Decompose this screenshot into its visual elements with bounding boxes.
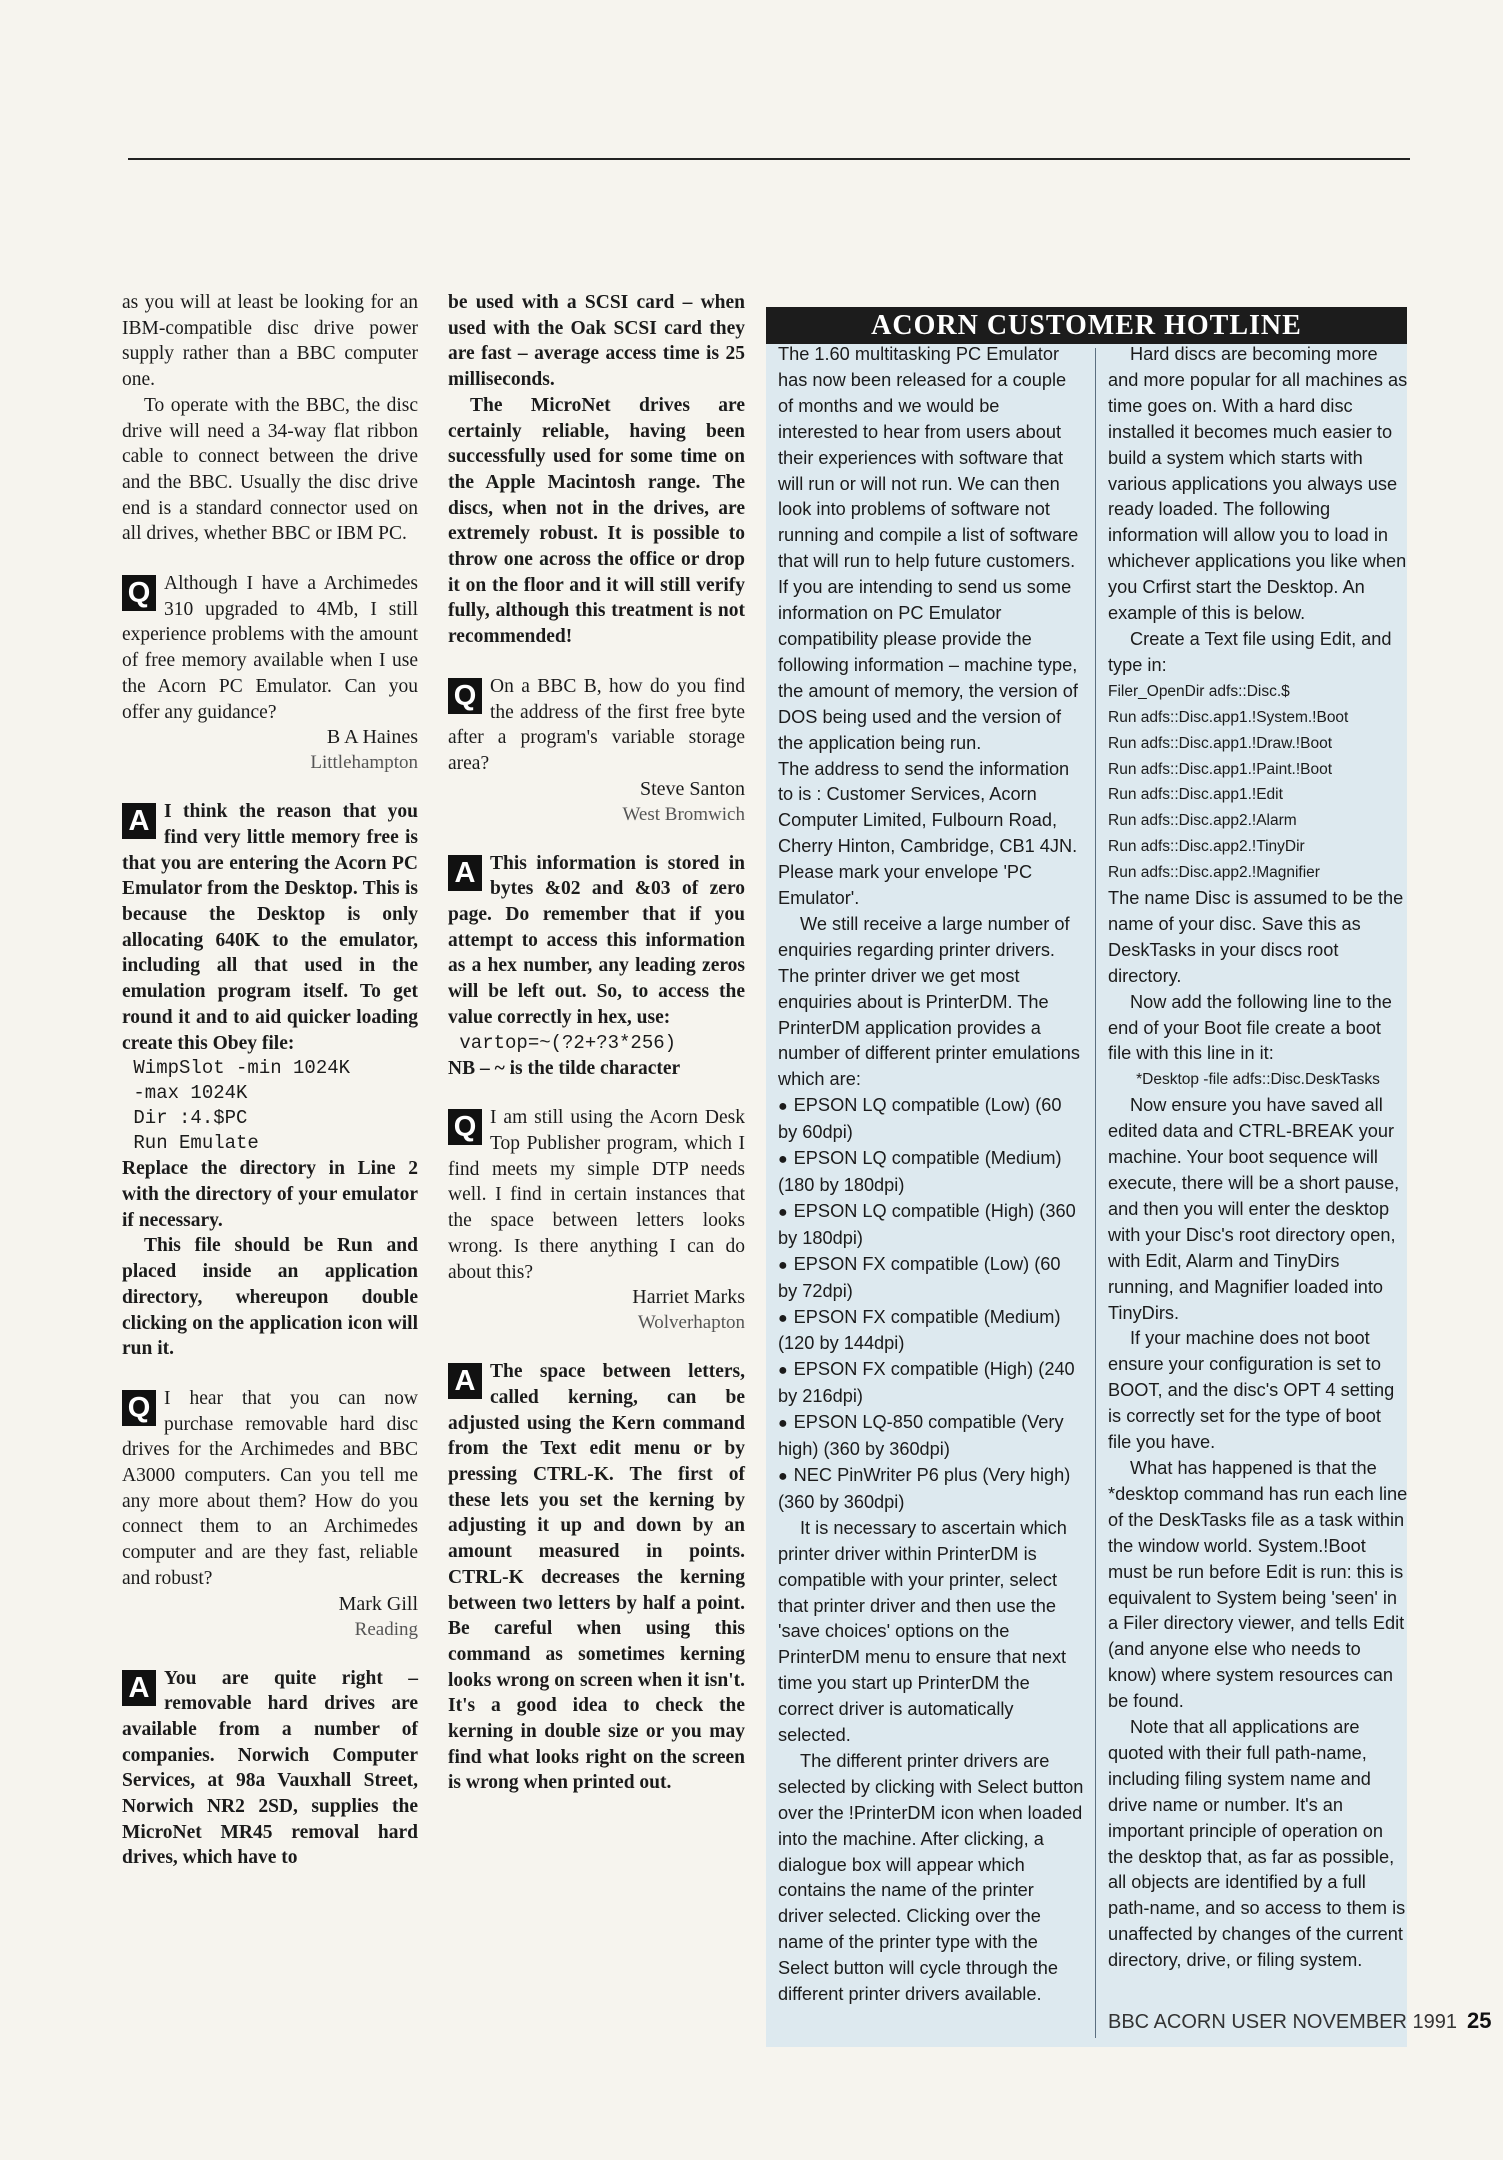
answer-badge: A	[448, 1363, 482, 1399]
question-3-name: Steve Santon	[640, 777, 745, 800]
hotline-right-paragraph-4: Now add the following line to the end of your Boot file create a boot file with this line in it:	[1108, 991, 1392, 1064]
desktasks-code-line: Run adfs::Disc.app1.!System.!Boot	[1108, 708, 1349, 726]
desktasks-code-line: Run adfs::Disc.app2.!Alarm	[1108, 812, 1297, 830]
answer-badge: A	[448, 855, 482, 891]
hotline-right-paragraph-1: Hard discs are becoming more and more popular for all machines as time goes on. With a hard disc installed it becomes much easier to build a system which starts with various applications you always use ready loaded. The following information will allow you to load in whichever applications you like when you Crfirst start the Desktop. An example of this is below.	[1108, 344, 1408, 624]
question-4-name: Harriet Marks	[632, 1286, 745, 1309]
hotline-left-column	[778, 342, 1084, 2008]
answer-3-code: vartop=~(?2+?3*256)	[448, 1031, 677, 1054]
page-number: 25	[1467, 2008, 1492, 2033]
printer-emulation-item: ● EPSON FX compatible (Medium) (120 by 144dpi)	[778, 1305, 1084, 1358]
printer-emulation-item: ● EPSON FX compatible (High) (240 by 216dpi)	[778, 1357, 1084, 1410]
answer-1-code: WimpSlot -min 1024K -max 1024K Dir :4.$PC Run Emulate	[133, 1057, 351, 1155]
answer-1-text: I think the reason that you find very little memory free is that you are entering the Acorn PC Emulator from the Desktop. This is because the Desktop is only allocating 640K to the emulator, including all that used in the emulation program itself. To get round it and to aid quicker loading create this Obey file:	[122, 801, 418, 1054]
question-1-text: Although I have a Archimedes 310 upgraded to 4Mb, I still experience problems with the amount of free memory available when I use the Acorn PC Emulator. Can you offer any guidance?	[122, 573, 418, 723]
hotline-right-paragraph-8: Note that all applications are quoted with their full path-name, including filing system name and drive name or number. It's an important principle of operation on the desktop that, as far as possible, all objects are identified by a full path-name, and so access to them is unaffected by changes of the current directory, drive, or filing system.	[1108, 1717, 1406, 1971]
printer-emulation-item: ● NEC PinWriter P6 plus (Very high) (360 by 360dpi)	[778, 1463, 1084, 1516]
hotline-banner-title: ACORN CUSTOMER HOTLINE	[766, 307, 1407, 344]
hotline-right-column	[1108, 342, 1408, 1974]
c1-paragraph-1: as you will at least be looking for an IBM-compatible disc drive power supply rather than a BBC computer one.	[122, 292, 418, 391]
printer-emulation-item: ● EPSON LQ compatible (Low) (60 by 60dpi)	[778, 1093, 1084, 1146]
answer-4-text: The space between letters, called kerning, can be adjusted using the Kern command from the Text edit menu or by pressing CTRL-K. The first of these lets you set the kerning by adjusting it up and down by an amount measured in points. CTRL-K decreases the kerning between two letters by half a point. Be careful when using this command as sometimes kerning looks wrong on screen when it isn't. It's a good idea to check the kerning in double size or you may find what looks right on the screen is wrong when printed out.	[448, 1361, 745, 1794]
question-4	[448, 1105, 745, 1335]
question-2-name: Mark Gill	[338, 1592, 418, 1615]
question-badge: Q	[448, 1109, 482, 1145]
answer-3	[448, 851, 745, 1082]
c2-paragraph-1: be used with a SCSI card – when used with the Oak SCSI card they are fast – average access time is 25 milliseconds.	[448, 292, 745, 391]
answer-3-text: This information is stored in bytes &02 and &03 of zero page. Do remember that if you attempt to access this information as a hex number, any leading zeros will be left out. So, to access the value correctly in hex, use:	[448, 852, 745, 1028]
column-2	[448, 290, 745, 1796]
printer-emulation-item: ● EPSON LQ compatible (High) (360 by 180dpi)	[778, 1199, 1084, 1252]
printer-emulation-item: ● EPSON LQ-850 compatible (Very high) (360 by 360dpi)	[778, 1410, 1084, 1463]
hotline-column-divider	[1095, 348, 1096, 2038]
hotline-left-paragraph-5: The different printer drivers are selected by clicking with Select button over the !PrinterDM icon when loaded into the machine. After clicking, a dialogue box will appear which contains the name of the printer driver selected. Clicking over the name of the printer type with the Select button will cycle through the different printer drivers available.	[778, 1750, 1084, 2005]
boot-file-code-line: *Desktop -file adfs::Disc.DeskTasks	[1136, 1071, 1380, 1089]
answer-badge: A	[122, 1670, 156, 1706]
hotline-right-paragraph-5: Now ensure you have saved all edited data and CTRL-BREAK your machine. Your boot sequence will execute, there will be a short pause, and then you will enter the desktop with your Disc's root directory open, with Edit, Alarm and TinyDirs running, and Magnifier loaded into TinyDirs.	[1108, 1095, 1400, 1323]
question-3-text: On a BBC B, how do you find the address of the first free byte after a program's variable storage area?	[448, 675, 745, 774]
question-4-text: I am still using the Acorn Desk Top Publisher program, which I find meets my simple DTP needs well. I find in certain instances that the space between letters looks wrong. Is there anything I can do about this?	[448, 1107, 745, 1283]
hotline-left-paragraph-4: It is necessary to ascertain which printer driver within PrinterDM is compatible with your printer, select that printer driver and then use the 'save choices' options on the PrinterDM menu to ensure that next time you start up PrinterDM the correct driver is automatically selected.	[778, 1517, 1067, 1746]
desktasks-code-line: Run adfs::Disc.app1.!Edit	[1108, 786, 1283, 804]
desktasks-code-line: Run adfs::Disc.app1.!Draw.!Boot	[1108, 734, 1333, 752]
hotline-left-paragraph-2: The address to send the information to is : Customer Services, Acorn Computer Limited, Fulbourn Road, Cherry Hinton, Cambridge, CB1 4JN. Please mark your envelope 'PC Emulator'.	[778, 758, 1078, 909]
desktasks-code-line: Filer_OpenDir adfs::Disc.$	[1108, 682, 1290, 700]
footer-publication: BBC ACORN USER NOVEMBER 1991	[1108, 2011, 1457, 2033]
answer-4	[448, 1359, 745, 1796]
hotline-right-paragraph-6: If your machine does not boot ensure your configuration is set to BOOT, and the disc's OPT 4 setting is correctly set for the type of boot file you have.	[1108, 1328, 1395, 1453]
answer-1	[122, 799, 418, 1362]
answer-1-paragraph-2: This file should be Run and placed inside an application directory, whereupon double clicking on the application icon will run it.	[122, 1235, 418, 1360]
c1-paragraph-2: To operate with the BBC, the disc drive will need a 34-way flat ribbon cable to connect between the drive and the BBC. Usually the disc drive end is a standard connector used on all drives, whether BBC or IBM PC.	[122, 394, 418, 545]
question-badge: Q	[122, 1390, 156, 1426]
question-3-place: West Bromwich	[622, 803, 745, 825]
hotline-left-paragraph-3: We still receive a large number of enquiries regarding printer drivers. The printer driver we get most enquiries about is PrinterDM. The PrinterDM application provides a number of different printer emulations which are:	[778, 913, 1080, 1090]
answer-1-after: Replace the directory in Line 2 with the directory of your emulator if necessary.	[122, 1158, 418, 1231]
question-3	[448, 674, 745, 827]
question-badge: Q	[448, 678, 482, 714]
question-1-place: Littlehampton	[310, 752, 418, 774]
hotline-right-paragraph-2: Create a Text file using Edit, and type in:	[1108, 628, 1392, 675]
hotline-left-paragraph-1: The 1.60 multitasking PC Emulator has now been released for a couple of months and we would be interested to hear from users about their experiences with software that will run or will not run. We can then look into problems of software not running and compile a list of software that will run to help future customers. If you are intending to send us some information on PC Emulator compatibility please provide the following information – machine type, the amount of memory, the version of DOS being used and the version of the application being run.	[778, 344, 1079, 753]
question-1	[122, 571, 418, 775]
answer-3-after: NB – ~ is the tilde character	[448, 1057, 681, 1079]
page-footer	[1108, 2008, 1491, 2034]
answer-badge: A	[122, 803, 156, 839]
desktasks-code-line: Run adfs::Disc.app2.!Magnifier	[1108, 864, 1320, 882]
answer-2	[122, 1666, 418, 1872]
question-2-text: I hear that you can now purchase removable hard disc drives for the Archimedes and BBC A3000 computers. Can you tell me any more about them? How do you connect them to an Archimedes computer and are they fast, reliable and robust?	[122, 1387, 418, 1589]
question-2-place: Reading	[354, 1618, 418, 1640]
question-1-name: B A Haines	[326, 726, 418, 749]
desktasks-code-line: Run adfs::Disc.app2.!TinyDir	[1108, 838, 1305, 856]
question-badge: Q	[122, 575, 156, 611]
hotline-right-paragraph-3: The name Disc is assumed to be the name of your disc. Save this as DeskTasks in your discs root directory.	[1108, 888, 1404, 986]
question-2	[122, 1386, 418, 1642]
question-4-place: Wolverhapton	[637, 1312, 745, 1334]
printer-emulation-item: ● EPSON LQ compatible (Medium) (180 by 180dpi)	[778, 1146, 1084, 1199]
top-rule	[128, 158, 1410, 160]
printer-emulation-item: ● EPSON FX compatible (Low) (60 by 72dpi)	[778, 1252, 1084, 1305]
hotline-right-paragraph-7: What has happened is that the *desktop command has run each line of the DeskTasks file as a task within the window world. System.!Boot must be run before Edit is run: this is equivalent to System being 'seen' in a Filer directory viewer, and tells Edit (and anyone else who needs to know) where system resources can be found.	[1108, 1457, 1408, 1712]
answer-2-text: You are quite right – removable hard drives are available from a number of companies. Norwich Computer Services, at 98a Vauxhall Street, Norwich NR2 2SD, supplies the MicroNet MR45 removal hard drives, which have to	[122, 1667, 418, 1869]
c2-paragraph-2: The MicroNet drives are certainly reliable, having been successfully used for some time on the Apple Macintosh range. The discs, when not in the drives, are extremely robust. It is possible to throw one across the office or drop it on the floor and it will still verify fully, although this treatment is not recommended!	[448, 394, 745, 648]
column-1	[122, 290, 418, 1871]
desktasks-code-line: Run adfs::Disc.app1.!Paint.!Boot	[1108, 760, 1333, 778]
